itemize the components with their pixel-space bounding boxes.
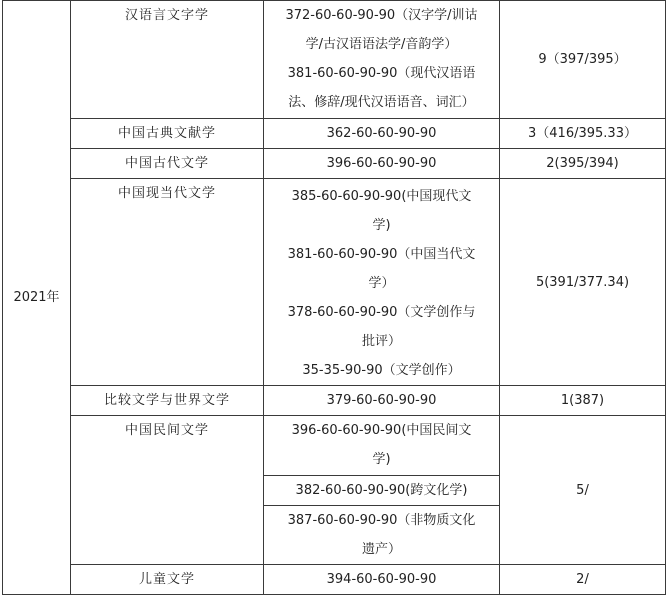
subject-line: 387-60-60-90-90（非物质文化 bbox=[287, 513, 476, 528]
table-row bbox=[3, 565, 666, 595]
subject-line: 379-60-60-90-90 bbox=[326, 393, 437, 408]
year-cell bbox=[3, 1, 71, 595]
admitted-cell bbox=[500, 386, 666, 416]
subject-line: 批评） bbox=[361, 334, 401, 349]
admitted-cell bbox=[500, 1, 666, 119]
admitted-cell bbox=[500, 416, 666, 565]
subject-line: 法、修辞/现代汉语语音、词汇） bbox=[288, 95, 475, 110]
subject-line: 362-60-60-90-90 bbox=[326, 126, 437, 141]
major-cell bbox=[71, 179, 264, 386]
subject-line: 遗产） bbox=[361, 542, 401, 557]
subject-line: 381-60-60-90-90（现代汉语语 bbox=[287, 66, 476, 81]
table-row bbox=[3, 416, 666, 476]
major-name: 儿童文学 bbox=[138, 572, 195, 587]
subject-cell bbox=[264, 506, 500, 565]
admitted-value: 2/ bbox=[576, 572, 589, 587]
subject-cell bbox=[264, 149, 500, 179]
subject-line: 394-60-60-90-90 bbox=[326, 572, 437, 587]
major-cell bbox=[71, 1, 264, 119]
major-name: 中国古典文献学 bbox=[117, 126, 216, 141]
major-name: 中国现当代文学 bbox=[117, 186, 216, 201]
major-name: 中国民间文学 bbox=[124, 423, 209, 438]
subject-cell bbox=[264, 565, 500, 595]
subject-cell bbox=[264, 1, 500, 119]
subject-line: 35-35-90-90（文学创作） bbox=[302, 363, 461, 378]
subject-line: 396-60-60-90-90 bbox=[326, 156, 437, 171]
subject-line: 378-60-60-90-90（文学创作与 bbox=[287, 305, 476, 320]
subject-cell bbox=[264, 179, 500, 386]
admitted-cell bbox=[500, 565, 666, 595]
admitted-value: 5(391/377.34) bbox=[535, 274, 630, 290]
subject-line: 372-60-60-90-90（汉字学/训诂 bbox=[285, 8, 478, 23]
table-row bbox=[3, 119, 666, 149]
major-name: 汉语言文字学 bbox=[124, 8, 209, 23]
subject-line: 381-60-60-90-90（中国当代文 bbox=[287, 247, 476, 262]
subject-line: 学） bbox=[368, 276, 395, 291]
subject-line: 学) bbox=[372, 452, 391, 467]
subject-cell bbox=[264, 476, 500, 506]
major-name: 中国古代文学 bbox=[124, 156, 209, 171]
table-row bbox=[3, 386, 666, 416]
admitted-value: 2(395/394) bbox=[546, 156, 619, 171]
admitted-value: 1(387) bbox=[560, 393, 605, 408]
admissions-table bbox=[2, 0, 666, 595]
subject-cell bbox=[264, 416, 500, 476]
table-row bbox=[3, 149, 666, 179]
major-cell bbox=[71, 565, 264, 595]
admitted-cell bbox=[500, 179, 666, 386]
major-cell bbox=[71, 386, 264, 416]
subject-line: 382-60-60-90-90(跨文化学) bbox=[295, 483, 468, 498]
year-label: 2021年 bbox=[13, 290, 60, 305]
subject-line: 385-60-60-90-90(中国现代文 bbox=[291, 189, 472, 204]
table-row bbox=[3, 179, 666, 386]
admitted-value: 9（397/395） bbox=[538, 52, 627, 67]
major-cell bbox=[71, 119, 264, 149]
major-cell bbox=[71, 149, 264, 179]
admitted-cell bbox=[500, 149, 666, 179]
subject-cell bbox=[264, 386, 500, 416]
subject-cell bbox=[264, 119, 500, 149]
admitted-cell bbox=[500, 119, 666, 149]
admitted-value: 3（416/395.33） bbox=[528, 126, 637, 141]
major-name: 比较文学与世界文学 bbox=[103, 393, 230, 408]
major-cell bbox=[71, 416, 264, 565]
subject-line: 学/古汉语语法学/音韵学） bbox=[305, 37, 458, 52]
admitted-value: 5/ bbox=[576, 482, 589, 498]
subject-line: 学) bbox=[372, 218, 391, 233]
subject-line: 396-60-60-90-90(中国民间文 bbox=[291, 423, 472, 438]
table-row bbox=[3, 1, 666, 119]
